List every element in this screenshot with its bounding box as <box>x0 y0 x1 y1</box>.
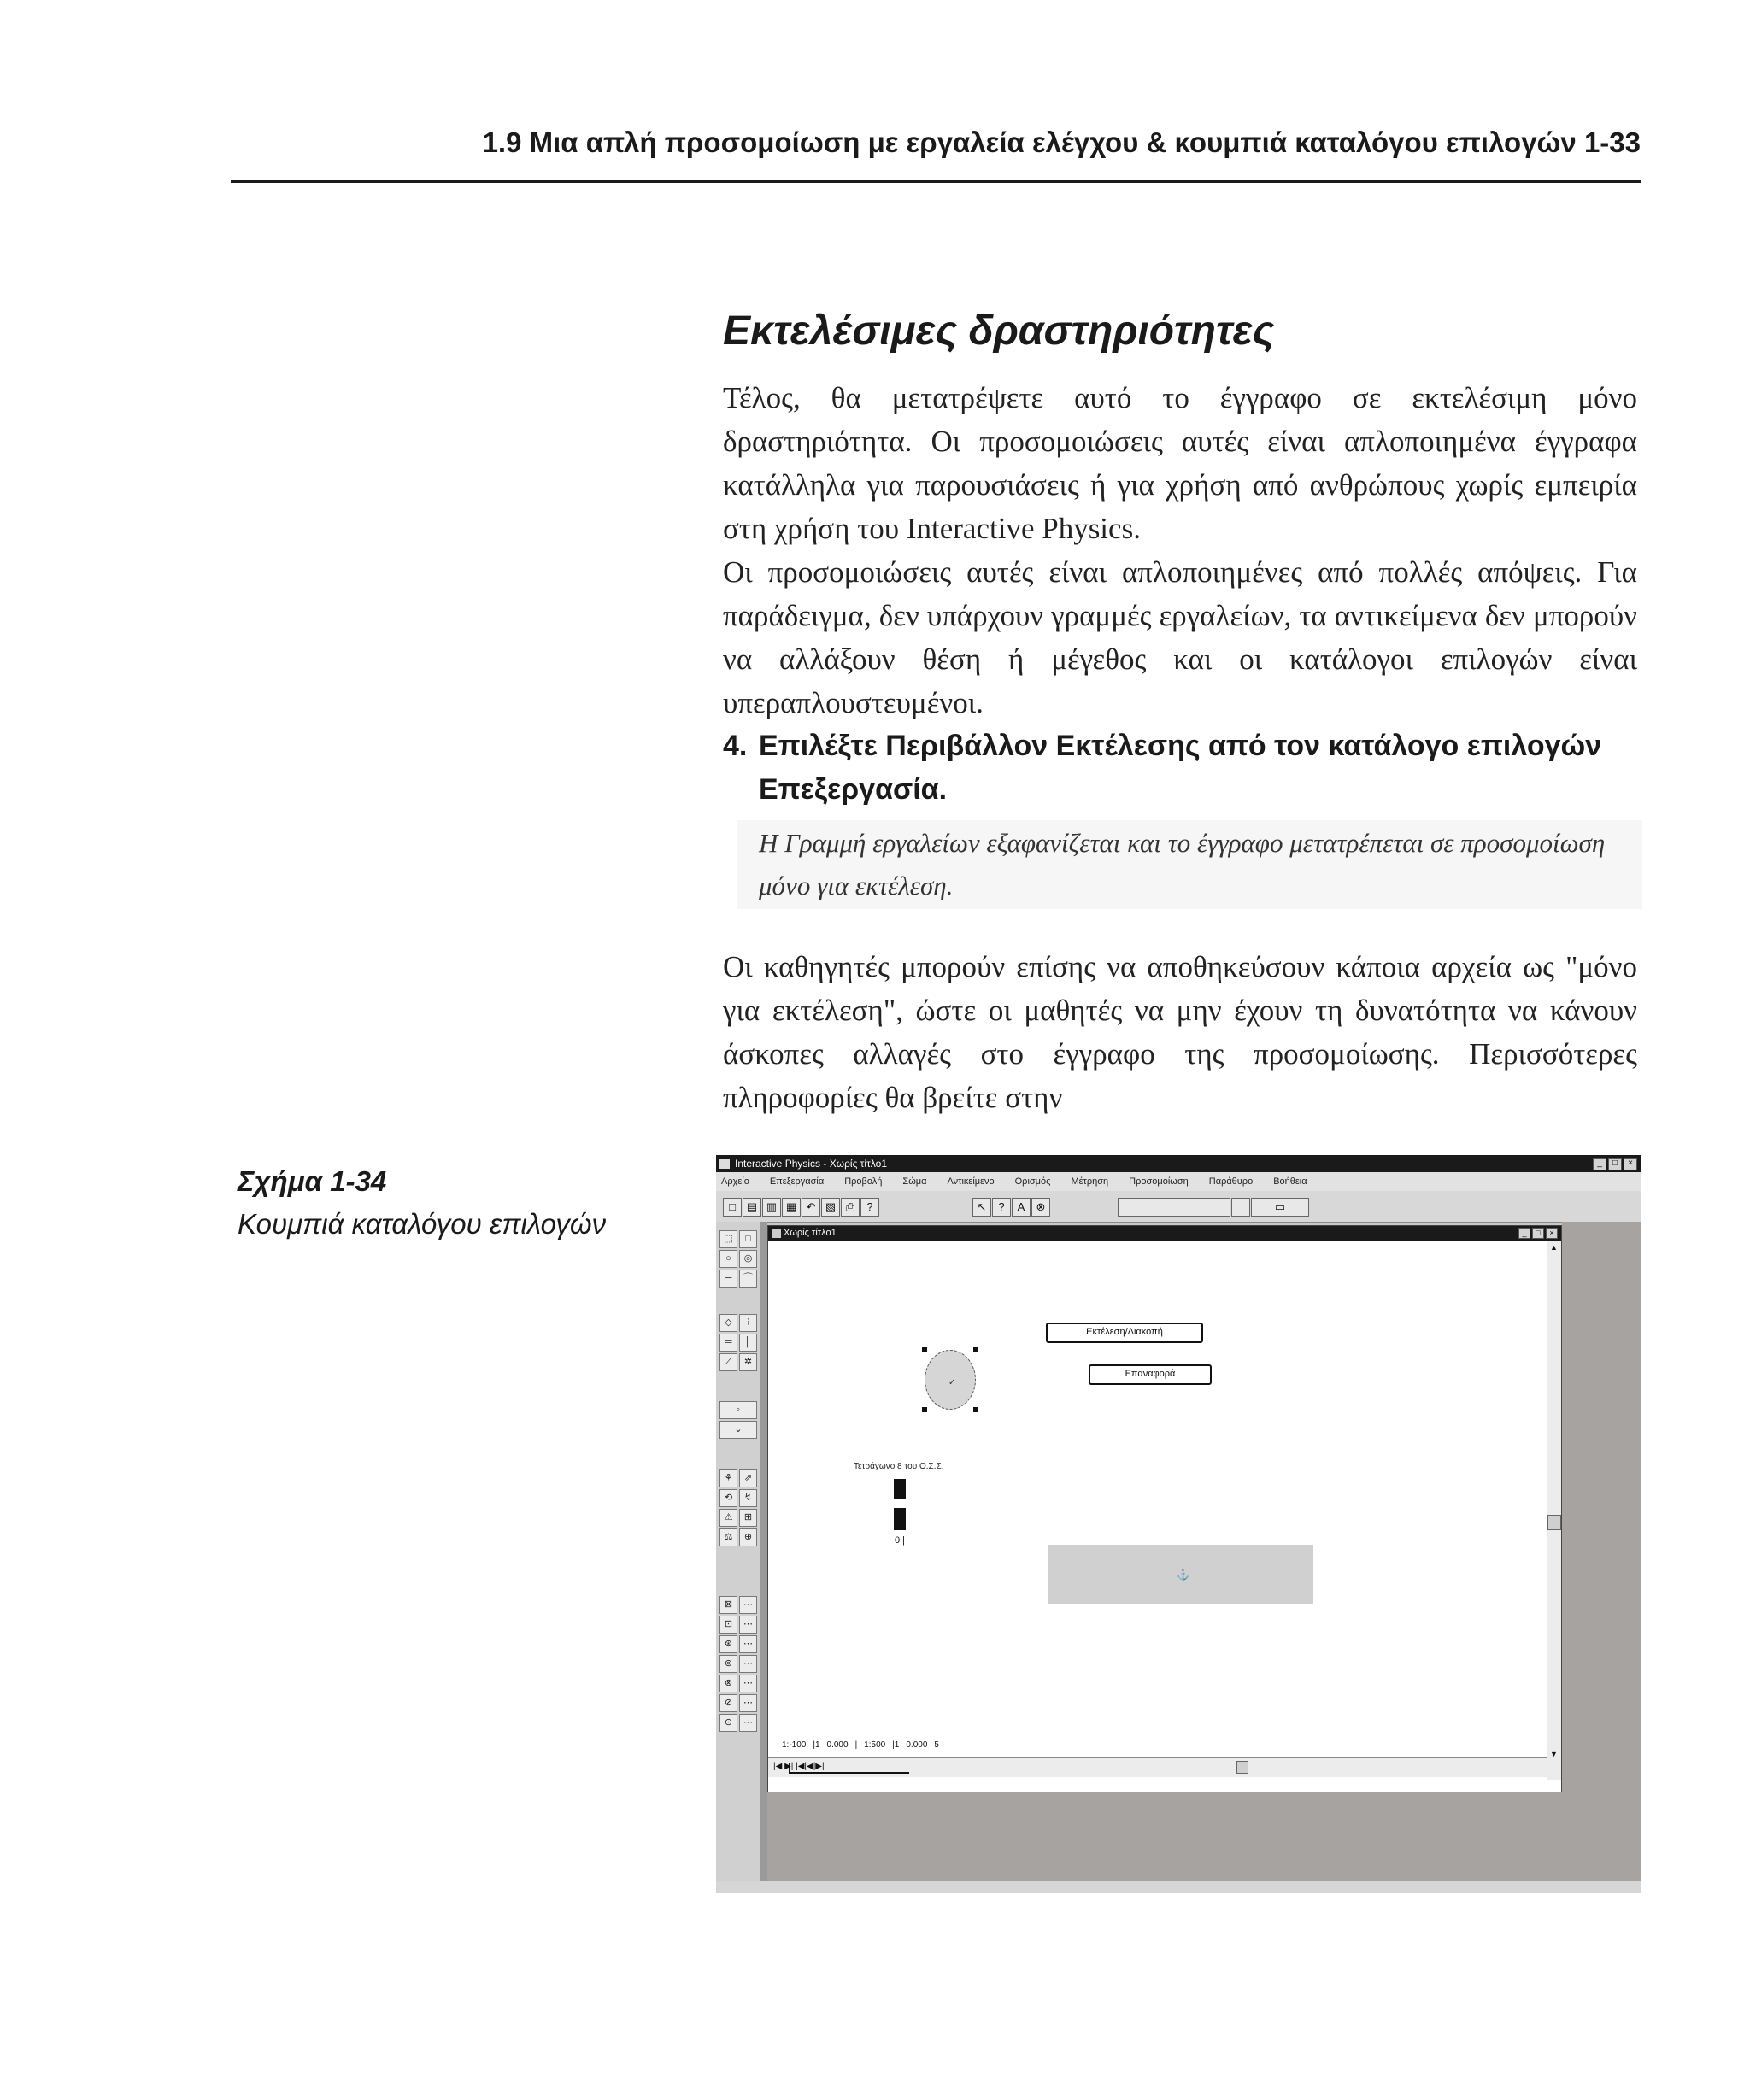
meter-bar-upper <box>894 1479 906 1499</box>
step-result-text: Η Γραμμή εργαλείων εξαφανίζεται και το έγγραφο μετατρέπεται σε προσομοίωση μόνο για εκτέλεση. <box>759 828 1606 900</box>
step-text: Επιλέξτε Περιβάλλον Εκτέλεσης από τον κατάλογο επιλογών Επεξεργασία. <box>759 730 1602 806</box>
menu-measure[interactable]: Μέτρηση <box>1071 1176 1109 1187</box>
palette-torque-icon[interactable]: ⟲ <box>719 1489 737 1507</box>
palette-control-3-icon[interactable]: ⊛ <box>719 1635 737 1653</box>
palette-control-7-icon[interactable]: ⊙ <box>719 1714 737 1732</box>
palette-control-2b-icon[interactable]: ⋯ <box>739 1616 757 1634</box>
save-icon[interactable]: ▥ <box>762 1198 781 1217</box>
doc-close-button[interactable]: × <box>1546 1228 1558 1239</box>
palette-control-6b-icon[interactable]: ⋯ <box>739 1694 757 1712</box>
document-window <box>767 1225 1562 1792</box>
selection-handle[interactable] <box>922 1347 927 1352</box>
palette-joints <box>719 1314 757 1371</box>
palette-control-1-icon[interactable]: ⊠ <box>719 1596 737 1614</box>
paragraph-3: Οι καθηγητές μπορούν επίσης να αποθηκεύσουν κάποια αρχεία ως "μόνο για εκτέλεση", ώστε οι μαθητές να μην έχουν τη δυνατότητα να κάνουν άσκοπες αλλαγές στο έγγραφο της προσομοίωσης. Περισσότερες πληροφορίες θα βρείτε στην <box>723 950 1637 1114</box>
status-value: |1 <box>813 1740 820 1750</box>
toolbar-field-spin[interactable] <box>1231 1198 1250 1217</box>
paragraph-2: Οι προσομοιώσεις αυτές είναι απλοποιημένες από πολλές απόψεις. Για παράδειγμα, δεν υπάρχουν γραμμές εργαλείων, τα αντικείμενα δεν μπορούν να αλλάξουν θέση ή μέγεθος και οι κατάλογοι επιλογών είναι υπεραπλουστευμένοι. <box>723 555 1637 719</box>
help-tool-icon[interactable]: ? <box>992 1198 1011 1217</box>
palette-control-3b-icon[interactable]: ⋯ <box>739 1635 757 1653</box>
minimize-button[interactable]: _ <box>1593 1158 1606 1170</box>
figure-title: Κουμπιά καταλόγου επιλογών <box>238 1208 607 1240</box>
simulation-status-line <box>782 1740 939 1750</box>
reset-button[interactable]: Επαναφορά <box>1089 1364 1212 1385</box>
header-rule <box>231 180 1641 183</box>
palette-square-icon[interactable]: □ <box>739 1230 757 1248</box>
selection-handle[interactable] <box>973 1407 978 1412</box>
meter-bar-lower <box>894 1508 906 1530</box>
header-title: 1.9 Μια απλή προσομοίωση με εργαλεία ελέγχου & κουμπιά καταλόγου επιλογών 1-33 <box>482 126 1641 158</box>
doc-minimize-button[interactable]: _ <box>1518 1228 1530 1239</box>
step-instruction <box>723 724 1637 812</box>
menu-object[interactable]: Αντικείμενο <box>947 1176 995 1187</box>
workspace-background-bottom <box>767 1792 1562 1881</box>
grey-panel <box>1048 1545 1313 1604</box>
maximize-button[interactable]: □ <box>1608 1158 1622 1170</box>
circle-center-mark: ✓ <box>948 1378 956 1387</box>
toolbar-file-group <box>723 1198 880 1217</box>
vertical-scrollbar[interactable] <box>1547 1241 1561 1780</box>
tape-controls[interactable]: |◀ ▶| |◀|◀|▶| <box>773 1762 825 1771</box>
palette-controls <box>719 1596 757 1732</box>
document-icon <box>772 1229 781 1238</box>
selection-handle[interactable] <box>922 1407 927 1412</box>
app-screenshot <box>716 1155 1641 1893</box>
step-number: 4. <box>723 730 748 762</box>
palette-control-1b-icon[interactable]: ⋯ <box>739 1596 757 1614</box>
run-stop-button[interactable]: Εκτέλεση/Διακοπή <box>1046 1323 1203 1343</box>
help-icon[interactable]: ? <box>860 1198 879 1217</box>
workspace-background-right <box>1562 1222 1641 1893</box>
palette-rect-icon[interactable]: ⬚ <box>719 1230 737 1248</box>
scroll-up-icon[interactable]: ▲ <box>1550 1243 1558 1252</box>
zoom-tool-icon[interactable]: ⊗ <box>1031 1198 1050 1217</box>
paste-icon[interactable]: ▧ <box>821 1198 840 1217</box>
palette-rope-icon[interactable]: ⟋ <box>719 1353 737 1371</box>
menu-window[interactable]: Παράθυρο <box>1208 1176 1254 1187</box>
status-value: 1:500 <box>864 1740 886 1750</box>
meter-label: Τετράγωνο 8 του Ο.Σ.Σ. <box>854 1462 944 1471</box>
palette-weight-icon[interactable]: ⚖ <box>719 1528 737 1546</box>
bottom-strip <box>716 1881 1641 1893</box>
status-value: 0.000 <box>906 1740 928 1750</box>
text-tool-icon[interactable]: A <box>1012 1198 1031 1217</box>
paragraph-1: Τέλος, θα μετατρέψετε αυτό το έγγραφο σε εκτελέσιμη μόνο δραστηριότητα. Οι προσομοιώσεις αυτές είναι απλοποιημένα έγγραφα κατάλληλα για παρουσιάσεις ή για χρήση από ανθρώπους χωρίς εμπειρία στη χρήση του Interactive Physics. <box>723 381 1637 545</box>
palette-actuator-icon[interactable]: ↯ <box>739 1489 757 1507</box>
step-result-box <box>737 820 1642 909</box>
palette-point-icon[interactable]: ◇ <box>719 1314 737 1332</box>
scroll-down-icon[interactable]: ▼ <box>1550 1750 1558 1758</box>
document-title: Χωρίς τίτλο1 <box>784 1228 837 1238</box>
menu-edit[interactable]: Επεξεργασία <box>769 1176 825 1187</box>
open-icon[interactable]: ▤ <box>743 1198 761 1217</box>
palette-dot-icon[interactable]: ◦ <box>719 1401 757 1419</box>
palette-circle-icon[interactable]: ○ <box>719 1250 737 1268</box>
undo-icon[interactable]: ↶ <box>802 1198 820 1217</box>
figure-caption <box>238 1160 699 1246</box>
arrow-tool-icon[interactable]: ↖ <box>972 1198 991 1217</box>
palette-spring-icon[interactable]: ⚘ <box>719 1469 737 1487</box>
status-value: | <box>854 1740 858 1750</box>
palette-control-5b-icon[interactable]: ⋯ <box>739 1675 757 1692</box>
menu-body[interactable]: Σώμα <box>902 1176 927 1187</box>
print-icon[interactable]: ⎙ <box>841 1198 860 1217</box>
status-value: |1 <box>892 1740 900 1750</box>
palette-control-2-icon[interactable]: ⊡ <box>719 1616 737 1634</box>
palette-gear-icon[interactable]: ✲ <box>739 1353 757 1371</box>
figure-number: Σχήμα 1-34 <box>238 1165 387 1197</box>
document-window-controls <box>1518 1228 1558 1239</box>
menu-file[interactable]: Αρχείο <box>721 1176 749 1187</box>
window-controls <box>1593 1158 1637 1170</box>
toolbar-field-button[interactable]: ▭ <box>1251 1198 1309 1217</box>
app-icon <box>719 1159 730 1169</box>
vertical-scroll-thumb[interactable] <box>1547 1515 1561 1530</box>
toolbar <box>716 1191 1641 1223</box>
palette-pin-icon[interactable]: ⫶ <box>739 1314 757 1332</box>
palette-slot-h-icon[interactable]: ═ <box>719 1334 737 1352</box>
palette-control-4b-icon[interactable]: ⋯ <box>739 1655 757 1673</box>
app-titlebar <box>716 1155 1641 1172</box>
palette-ring-icon[interactable]: ◎ <box>739 1250 757 1268</box>
toolbar-tools-group <box>972 1198 1051 1217</box>
palette-damper-icon[interactable]: ⊞ <box>739 1509 757 1527</box>
tool-palette <box>716 1222 760 1893</box>
close-button[interactable]: × <box>1624 1158 1637 1170</box>
horizontal-scroll-thumb[interactable] <box>1236 1761 1248 1774</box>
palette-force-icon[interactable]: ⇗ <box>739 1469 757 1487</box>
palette-control-7b-icon[interactable]: ⋯ <box>739 1714 757 1732</box>
toolbar-field-group <box>1118 1198 1310 1217</box>
simulation-canvas[interactable] <box>768 1241 1547 1757</box>
palette-gutter <box>760 1222 767 1893</box>
cut-icon[interactable]: ▦ <box>782 1198 801 1217</box>
menu-simulation[interactable]: Προσομοίωση <box>1129 1176 1189 1187</box>
palette-shapes <box>719 1230 757 1288</box>
palette-line-icon[interactable]: ─ <box>719 1270 737 1288</box>
palette-slot-v-icon[interactable]: ║ <box>739 1334 757 1352</box>
palette-forces <box>719 1469 757 1546</box>
panel-anchor-icon: ⚓ <box>1177 1569 1189 1581</box>
app-title: Interactive Physics - Χωρίς τίτλο1 <box>735 1158 887 1170</box>
tape-frame-slider[interactable] <box>789 1763 909 1774</box>
status-value: 5 <box>934 1740 939 1750</box>
menu-define[interactable]: Ορισμός <box>1014 1176 1051 1187</box>
selection-handle[interactable] <box>973 1347 978 1352</box>
tape-player-bar[interactable] <box>768 1757 1547 1777</box>
palette-misc <box>719 1401 757 1439</box>
status-value: 1:-100 <box>782 1740 807 1750</box>
running-header <box>231 126 1641 183</box>
section-heading: Εκτελέσιμες δραστηριότητες <box>723 308 1275 354</box>
menu-view[interactable]: Προβολή <box>844 1176 883 1187</box>
circle-body[interactable] <box>925 1350 976 1410</box>
palette-motor-icon[interactable]: ⚠ <box>719 1509 737 1527</box>
document-titlebar <box>768 1226 1561 1241</box>
new-icon[interactable]: □ <box>723 1198 742 1217</box>
doc-maximize-button[interactable]: □ <box>1532 1228 1544 1239</box>
status-value: 0.000 <box>826 1740 849 1750</box>
palette-control-6-icon[interactable]: ⊘ <box>719 1694 737 1712</box>
palette-anchor-icon[interactable]: ⊕ <box>739 1528 757 1546</box>
palette-curve-icon[interactable]: ⌒ <box>739 1270 757 1288</box>
meter-reading: 0 | <box>895 1535 906 1546</box>
palette-control-5-icon[interactable]: ⊗ <box>719 1675 737 1692</box>
palette-chevron-icon[interactable]: ⌄ <box>719 1421 757 1439</box>
palette-control-4-icon[interactable]: ⊚ <box>719 1655 737 1673</box>
toolbar-field[interactable] <box>1118 1198 1230 1217</box>
menu-help[interactable]: Βοήθεια <box>1273 1176 1307 1187</box>
menu-bar <box>716 1172 1641 1191</box>
